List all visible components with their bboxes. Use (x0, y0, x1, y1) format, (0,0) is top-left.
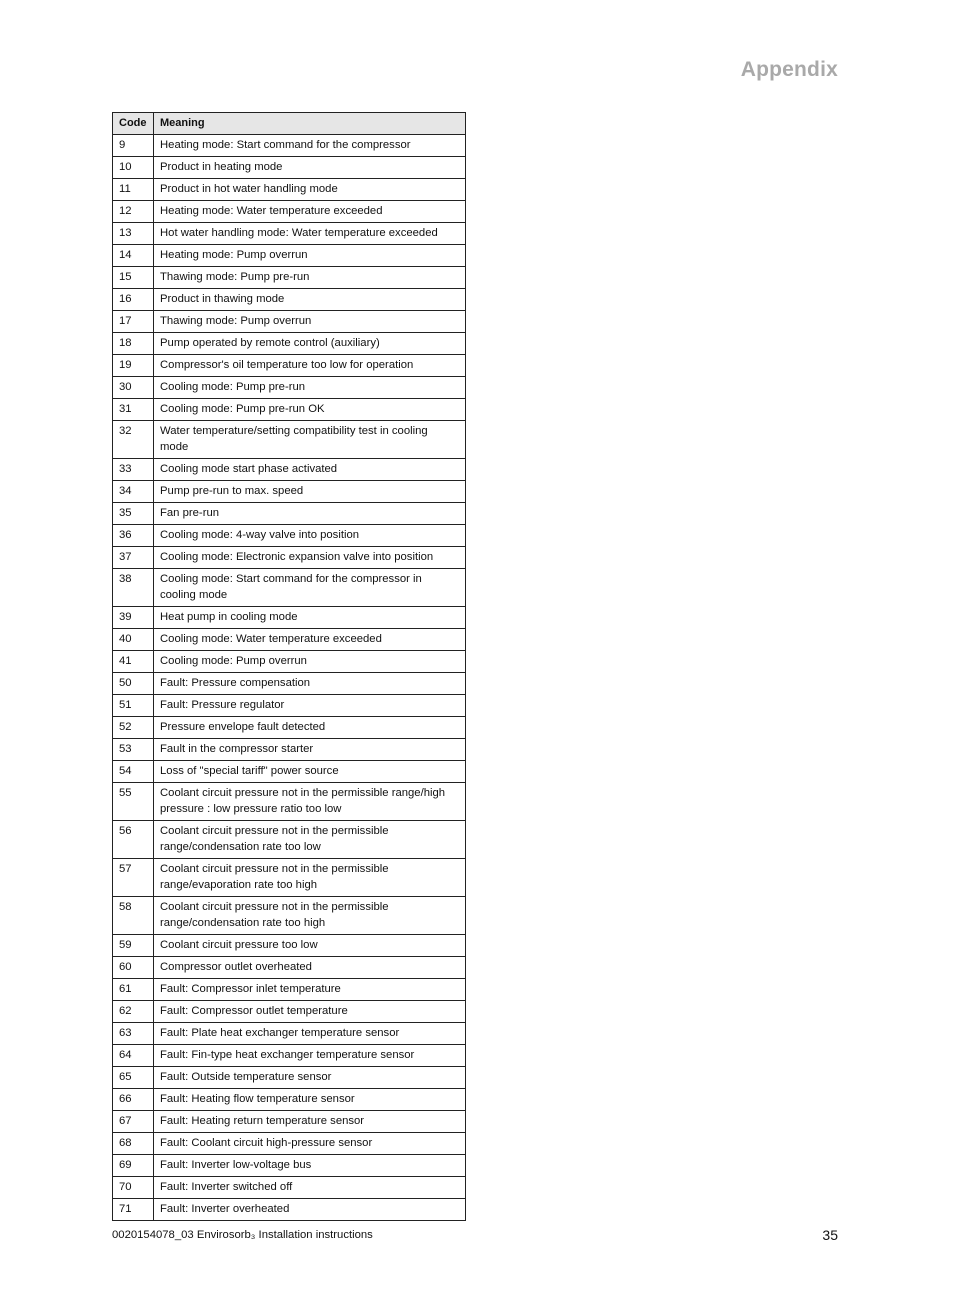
table-row (113, 897, 466, 935)
table-row (113, 503, 466, 525)
meaning-cell: Fault: Inverter switched off (154, 1177, 466, 1199)
meaning-cell: Pump pre-run to max. speed (154, 481, 466, 503)
code-cell: 65 (113, 1067, 154, 1089)
footer-document-title: 0020154078_03 Envirosorb₃ Installation instructions (112, 1229, 373, 1241)
code-cell: 62 (113, 1001, 154, 1023)
code-cell: 63 (113, 1023, 154, 1045)
table-header-row (113, 113, 466, 135)
meaning-cell: Fault: Compressor inlet temperature (154, 979, 466, 1001)
meaning-cell: Fault: Heating return temperature sensor (154, 1111, 466, 1133)
code-cell: 14 (113, 245, 154, 267)
meaning-cell: Fault: Coolant circuit high-pressure sensor (154, 1133, 466, 1155)
meaning-cell: Cooling mode: 4-way valve into position (154, 525, 466, 547)
code-cell: 60 (113, 957, 154, 979)
meaning-cell: Cooling mode: Pump overrun (154, 651, 466, 673)
code-cell: 59 (113, 935, 154, 957)
meaning-cell: Cooling mode: Start command for the compressor in cooling mode (154, 569, 466, 607)
table-row (113, 525, 466, 547)
table-row (113, 629, 466, 651)
code-cell: 68 (113, 1133, 154, 1155)
section-title: Appendix (740, 58, 838, 81)
code-cell: 17 (113, 311, 154, 333)
table-row (113, 1155, 466, 1177)
table-row (113, 399, 466, 421)
table-row (113, 311, 466, 333)
meaning-cell: Coolant circuit pressure not in the permissible range/high pressure : low pressure ratio too low (154, 783, 466, 821)
code-cell: 58 (113, 897, 154, 935)
code-cell: 34 (113, 481, 154, 503)
code-cell: 9 (113, 135, 154, 157)
code-cell: 55 (113, 783, 154, 821)
page-number: 35 (822, 1227, 838, 1243)
meaning-cell: Hot water handling mode: Water temperature exceeded (154, 223, 466, 245)
table-row (113, 1023, 466, 1045)
meaning-cell: Fault: Heating flow temperature sensor (154, 1089, 466, 1111)
meaning-cell: Thawing mode: Pump overrun (154, 311, 466, 333)
table-row (113, 459, 466, 481)
table-row (113, 673, 466, 695)
code-cell: 40 (113, 629, 154, 651)
meaning-cell: Fan pre-run (154, 503, 466, 525)
code-cell: 10 (113, 157, 154, 179)
table-row (113, 333, 466, 355)
meaning-cell: Coolant circuit pressure not in the permissible range/condensation rate too high (154, 897, 466, 935)
table-row (113, 135, 466, 157)
meaning-cell: Cooling mode: Pump pre-run (154, 377, 466, 399)
code-cell: 11 (113, 179, 154, 201)
code-cell: 32 (113, 421, 154, 459)
code-cell: 19 (113, 355, 154, 377)
table-row (113, 935, 466, 957)
table-row (113, 761, 466, 783)
meaning-cell: Heat pump in cooling mode (154, 607, 466, 629)
meaning-cell: Thawing mode: Pump pre-run (154, 267, 466, 289)
table-row (113, 377, 466, 399)
meaning-cell: Compressor's oil temperature too low for operation (154, 355, 466, 377)
table-row (113, 1111, 466, 1133)
meaning-cell: Fault: Compressor outlet temperature (154, 1001, 466, 1023)
meaning-cell: Cooling mode start phase activated (154, 459, 466, 481)
code-cell: 51 (113, 695, 154, 717)
table-row (113, 201, 466, 223)
meaning-cell: Fault: Outside temperature sensor (154, 1067, 466, 1089)
table-row (113, 223, 466, 245)
code-cell: 71 (113, 1199, 154, 1221)
table-row (113, 739, 466, 761)
code-cell: 35 (113, 503, 154, 525)
code-cell: 57 (113, 859, 154, 897)
meaning-cell: Heating mode: Pump overrun (154, 245, 466, 267)
code-cell: 18 (113, 333, 154, 355)
meaning-cell: Fault: Fin-type heat exchanger temperature sensor (154, 1045, 466, 1067)
meaning-cell: Water temperature/setting compatibility test in cooling mode (154, 421, 466, 459)
table-row (113, 821, 466, 859)
code-cell: 37 (113, 547, 154, 569)
meaning-cell: Heating mode: Start command for the compressor (154, 135, 466, 157)
code-cell: 61 (113, 979, 154, 1001)
code-cell: 16 (113, 289, 154, 311)
table-row (113, 957, 466, 979)
meaning-cell: Coolant circuit pressure too low (154, 935, 466, 957)
code-cell: 64 (113, 1045, 154, 1067)
code-cell: 38 (113, 569, 154, 607)
table-row (113, 607, 466, 629)
table-row (113, 1045, 466, 1067)
code-cell: 13 (113, 223, 154, 245)
meaning-cell: Pump operated by remote control (auxiliary) (154, 333, 466, 355)
table-row (113, 547, 466, 569)
meaning-cell: Pressure envelope fault detected (154, 717, 466, 739)
code-cell: 67 (113, 1111, 154, 1133)
table-row (113, 569, 466, 607)
meaning-cell: Product in heating mode (154, 157, 466, 179)
meaning-cell: Cooling mode: Water temperature exceeded (154, 629, 466, 651)
code-cell: 15 (113, 267, 154, 289)
table-row (113, 783, 466, 821)
meaning-cell: Coolant circuit pressure not in the permissible range/condensation rate too low (154, 821, 466, 859)
code-cell: 69 (113, 1155, 154, 1177)
meaning-cell: Loss of "special tariff" power source (154, 761, 466, 783)
table-row (113, 651, 466, 673)
code-cell: 30 (113, 377, 154, 399)
code-cell: 39 (113, 607, 154, 629)
table-row (113, 355, 466, 377)
table-row (113, 1177, 466, 1199)
code-cell: 70 (113, 1177, 154, 1199)
meaning-cell: Fault: Inverter low-voltage bus (154, 1155, 466, 1177)
column-header-code: Code (113, 113, 154, 135)
table-row (113, 979, 466, 1001)
table-row (113, 179, 466, 201)
meaning-cell: Product in thawing mode (154, 289, 466, 311)
meaning-cell: Cooling mode: Electronic expansion valve into position (154, 547, 466, 569)
table-row (113, 717, 466, 739)
code-cell: 56 (113, 821, 154, 859)
column-header-meaning: Meaning (154, 113, 466, 135)
status-code-table (112, 112, 466, 1221)
table-row (113, 1199, 466, 1221)
code-cell: 36 (113, 525, 154, 547)
table-row (113, 421, 466, 459)
table-row (113, 267, 466, 289)
code-cell: 66 (113, 1089, 154, 1111)
meaning-cell: Fault: Pressure compensation (154, 673, 466, 695)
code-cell: 41 (113, 651, 154, 673)
code-cell: 31 (113, 399, 154, 421)
table-row (113, 157, 466, 179)
meaning-cell: Compressor outlet overheated (154, 957, 466, 979)
meaning-cell: Fault: Pressure regulator (154, 695, 466, 717)
table-row (113, 289, 466, 311)
table-row (113, 1089, 466, 1111)
table-row (113, 859, 466, 897)
meaning-cell: Heating mode: Water temperature exceeded (154, 201, 466, 223)
table-body (113, 135, 466, 1221)
code-cell: 54 (113, 761, 154, 783)
meaning-cell: Coolant circuit pressure not in the permissible range/evaporation rate too high (154, 859, 466, 897)
code-cell: 53 (113, 739, 154, 761)
code-cell: 12 (113, 201, 154, 223)
meaning-cell: Product in hot water handling mode (154, 179, 466, 201)
code-cell: 52 (113, 717, 154, 739)
meaning-cell: Fault: Plate heat exchanger temperature sensor (154, 1023, 466, 1045)
table-row (113, 245, 466, 267)
table-row (113, 1001, 466, 1023)
table-row (113, 1067, 466, 1089)
table-row (113, 1133, 466, 1155)
meaning-cell: Fault in the compressor starter (154, 739, 466, 761)
code-cell: 33 (113, 459, 154, 481)
meaning-cell: Cooling mode: Pump pre-run OK (154, 399, 466, 421)
meaning-cell: Fault: Inverter overheated (154, 1199, 466, 1221)
code-cell: 50 (113, 673, 154, 695)
table-row (113, 695, 466, 717)
table-row (113, 481, 466, 503)
